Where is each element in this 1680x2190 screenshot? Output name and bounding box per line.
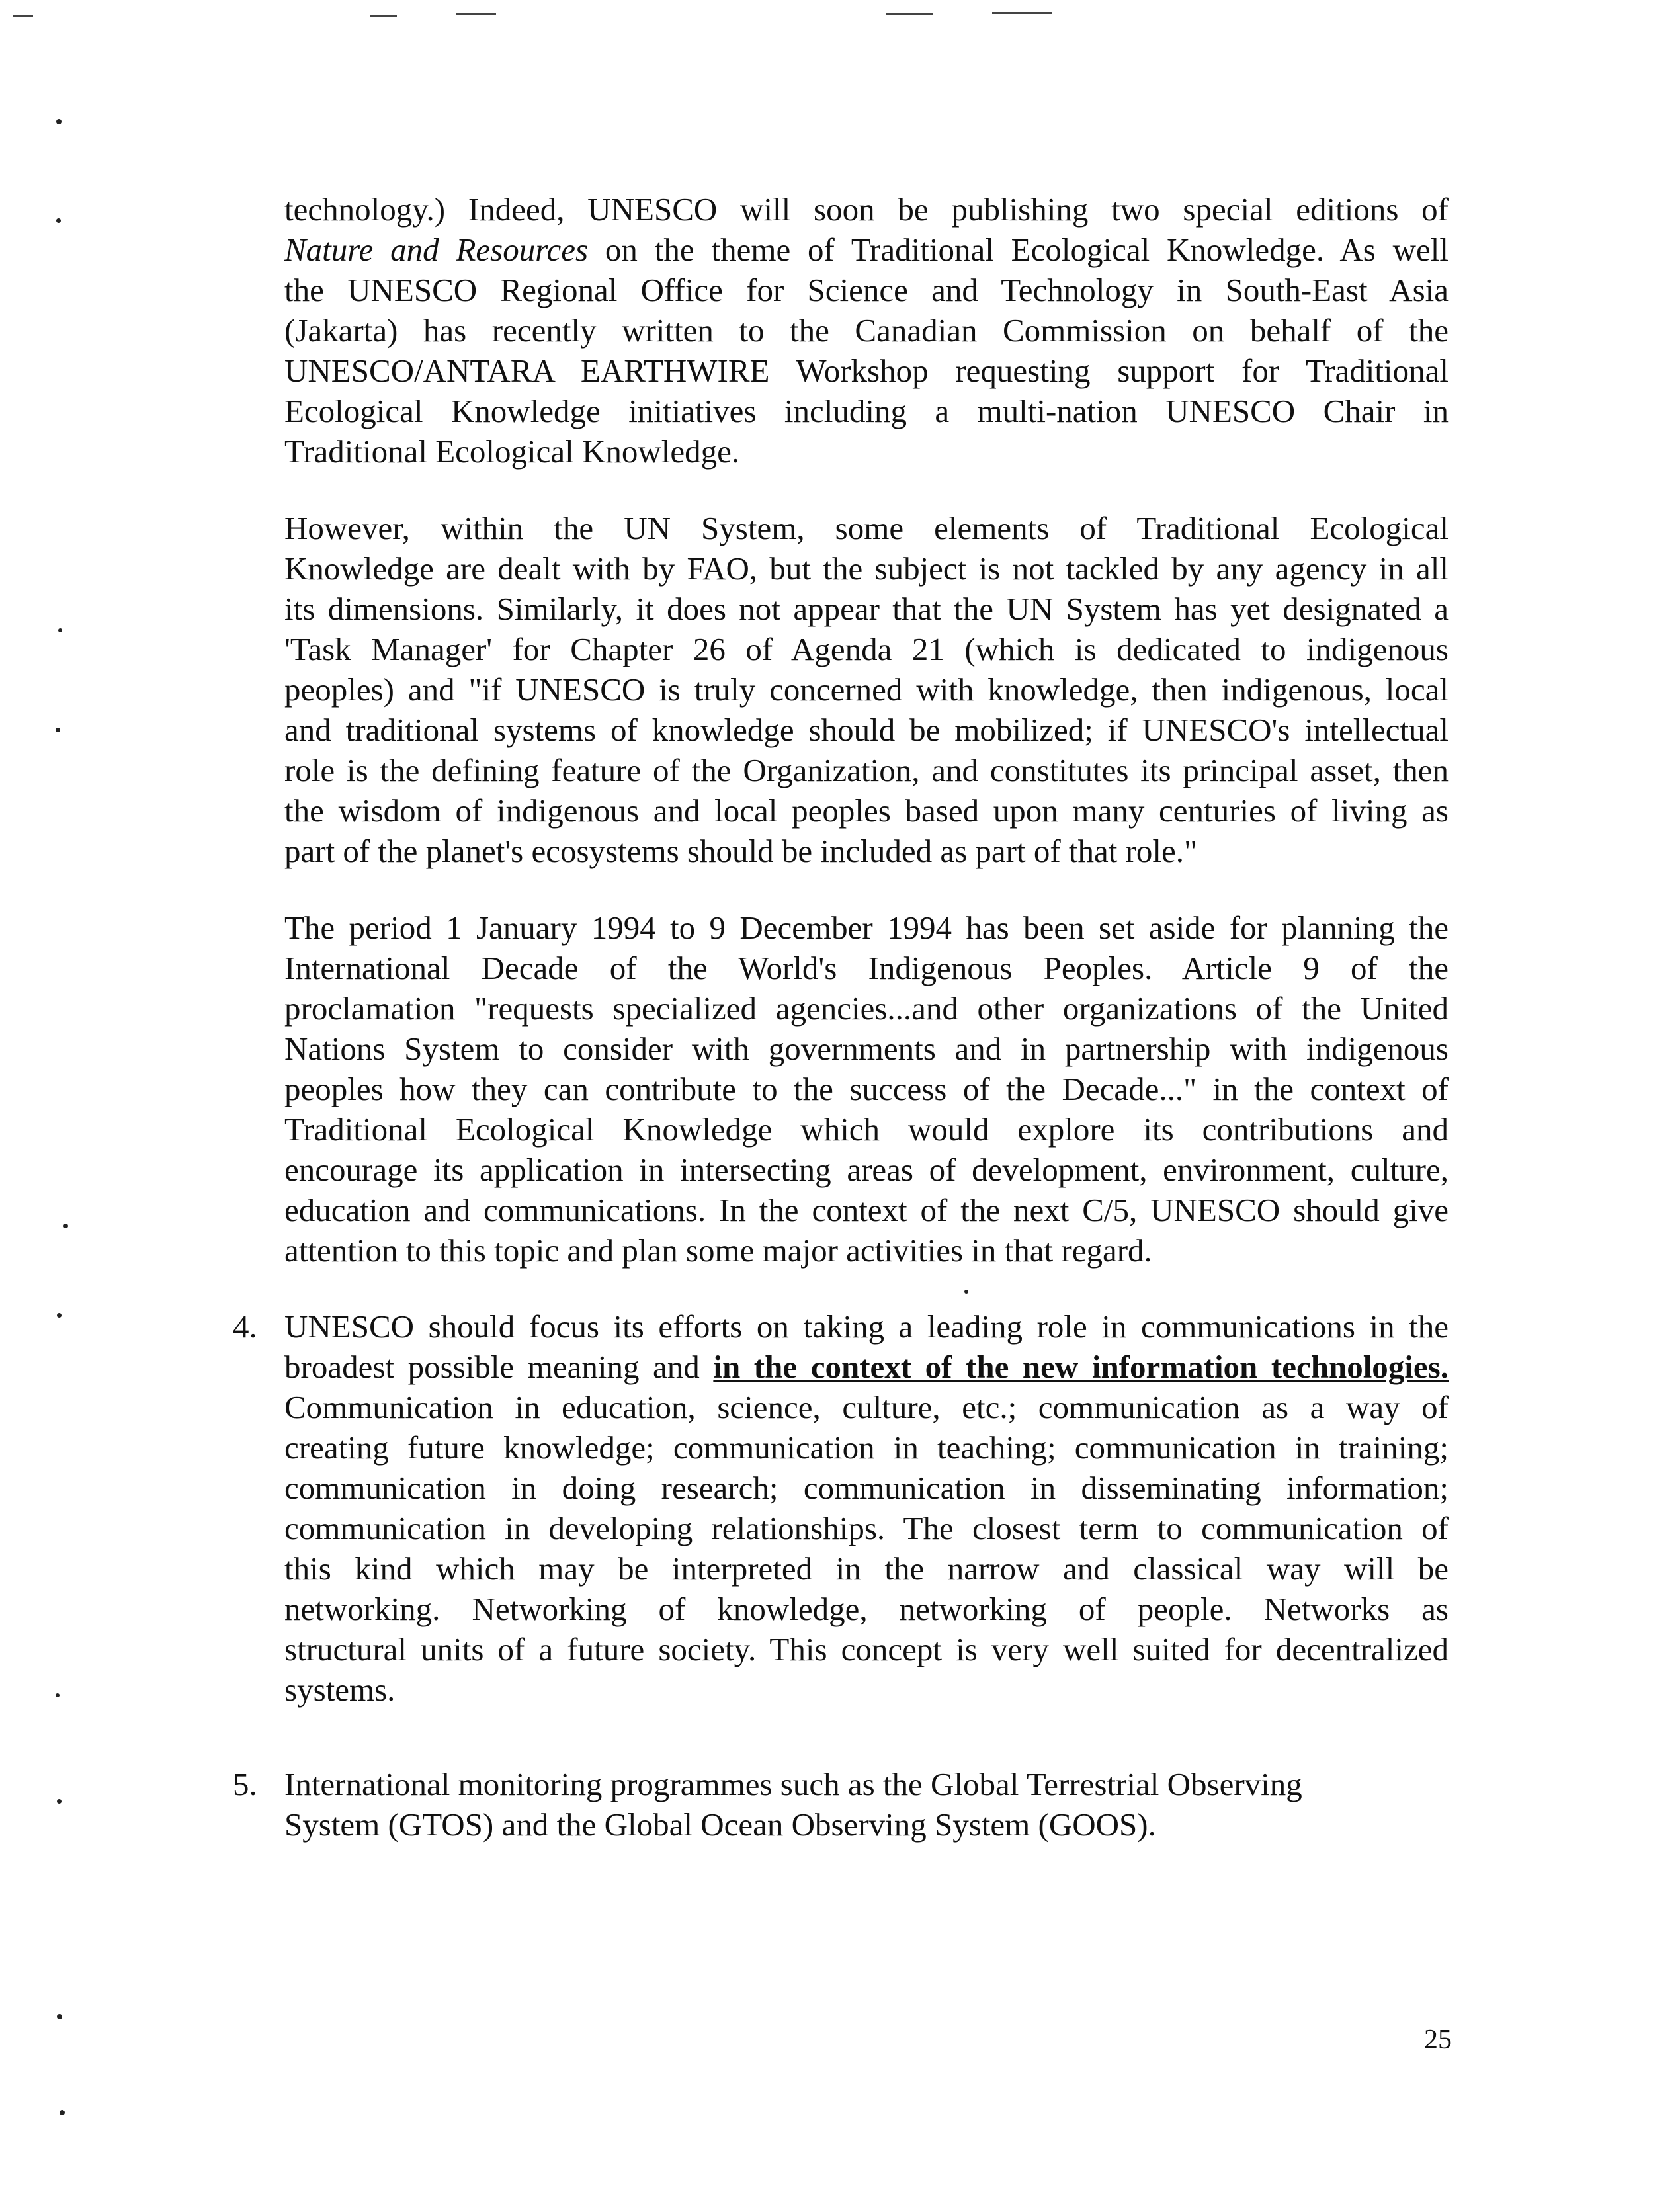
text-line: networking. Networking of knowledge, networking of people. Networks as [284, 1591, 1449, 1627]
scan-artifact [56, 218, 61, 223]
page-number: 25 [1424, 2025, 1452, 2055]
emphasized-phrase: in the context of the new information technologies. [713, 1349, 1449, 1385]
text-line: structural units of a future society. This concept is very well suited for decentralized [284, 1631, 1449, 1667]
text-segment: on the theme of Traditional Ecological Knowledge. As well [588, 232, 1449, 268]
scan-artifact [57, 1313, 62, 1318]
publication-title: Nature and Resources [284, 232, 589, 268]
scan-artifact [63, 1224, 68, 1228]
text-segment: broadest possible meaning and [284, 1349, 714, 1385]
text-line [284, 230, 1449, 270]
text-line: Nations System to consider with governments and in partnership with indigenous [284, 1031, 1449, 1067]
scan-artifact [370, 15, 397, 17]
scan-artifact [456, 13, 496, 15]
text-line: peoples how they can contribute to the success of the Decade..." in the context of [284, 1071, 1449, 1107]
text-line: education and communications. In the context of the next C/5, UNESCO should give [284, 1192, 1449, 1228]
scan-artifact [56, 119, 62, 124]
text-line [284, 1347, 1449, 1387]
text-line: Traditional Ecological Knowledge which would explore its contributions and [284, 1111, 1449, 1148]
list-item-communications [284, 1306, 1449, 1710]
text-line: communication in doing research; communication in disseminating information; [284, 1470, 1449, 1506]
text-line: technology.) Indeed, UNESCO will soon be publishing two special editions of [284, 191, 1449, 228]
text-line: its dimensions. Similarly, it does not appear that the UN System has yet designated a [284, 591, 1449, 627]
scan-artifact [56, 728, 60, 732]
list-item-number: 5. [233, 1766, 257, 1802]
list-item-number: 4. [233, 1308, 257, 1345]
text-line: Ecological Knowledge initiatives including a multi-nation UNESCO Chair in [284, 393, 1449, 429]
text-line: part of the planet's ecosystems should be included as part of that role." [284, 833, 1198, 869]
scan-artifact [886, 13, 933, 15]
text-line: this kind which may be interpreted in the narrow and classical way will be [284, 1550, 1449, 1587]
text-line: UNESCO/ANTARA EARTHWIRE Workshop requesting support for Traditional [284, 353, 1449, 389]
text-line: (Jakarta) has recently written to the Canadian Commission on behalf of the [284, 312, 1449, 349]
scan-artifact [13, 15, 33, 17]
scan-artifact [56, 1693, 60, 1697]
scan-artifact [60, 2110, 65, 2115]
text-line: 'Task Manager' for Chapter 26 of Agenda 21 (which is dedicated to indigenous [284, 631, 1449, 667]
text-line: and traditional systems of knowledge should be mobilized; if UNESCO's intellectual [284, 712, 1449, 748]
text-line: communication in developing relationships. The closest term to communication of [284, 1510, 1449, 1546]
scan-artifact [57, 1799, 62, 1804]
text-line: proclamation "requests specialized agencies...and other organizations of the United [284, 990, 1449, 1027]
text-line: encourage its application in intersecting areas of development, environment, culture, [284, 1152, 1449, 1188]
paragraph-indigenous-decade [284, 907, 1449, 1271]
paragraph-un-system [284, 508, 1449, 871]
list-item-monitoring [284, 1764, 1449, 1845]
text-line: System (GTOS) and the Global Ocean Observing System (GOOS). [284, 1806, 1156, 1843]
paragraph-unesco-publications [284, 189, 1449, 472]
text-line: the UNESCO Regional Office for Science and Technology in South-East Asia [284, 272, 1449, 308]
text-line: peoples) and "if UNESCO is truly concerned with knowledge, then indigenous, local [284, 671, 1449, 708]
text-line: International Decade of the World's Indigenous Peoples. Article 9 of the [284, 950, 1449, 986]
text-line: role is the defining feature of the Organization, and constitutes its principal asset, then [284, 752, 1449, 788]
text-line: systems. [284, 1671, 396, 1708]
text-line: The period 1 January 1994 to 9 December 1994 has been set aside for planning the [284, 909, 1449, 946]
scan-artifact [964, 1290, 968, 1294]
scan-artifact [57, 2014, 62, 2019]
text-line: International monitoring programmes such as the Global Terrestrial Observing [284, 1766, 1302, 1802]
scan-artifact [58, 628, 62, 632]
text-line: UNESCO should focus its efforts on taking a leading role in communications in the [284, 1308, 1449, 1345]
text-line: Communication in education, science, culture, etc.; communication as a way of [284, 1389, 1449, 1425]
text-line: However, within the UN System, some elements of Traditional Ecological [284, 510, 1449, 546]
text-line: the wisdom of indigenous and local peoples based upon many centuries of living as [284, 792, 1449, 829]
text-line: attention to this topic and plan some major activities in that regard. [284, 1232, 1152, 1269]
text-line: Knowledge are dealt with by FAO, but the subject is not tackled by any agency in all [284, 550, 1449, 587]
scan-artifact [992, 12, 1052, 14]
text-line: creating future knowledge; communication in teaching; communication in training; [284, 1429, 1449, 1466]
text-line: Traditional Ecological Knowledge. [284, 433, 740, 470]
